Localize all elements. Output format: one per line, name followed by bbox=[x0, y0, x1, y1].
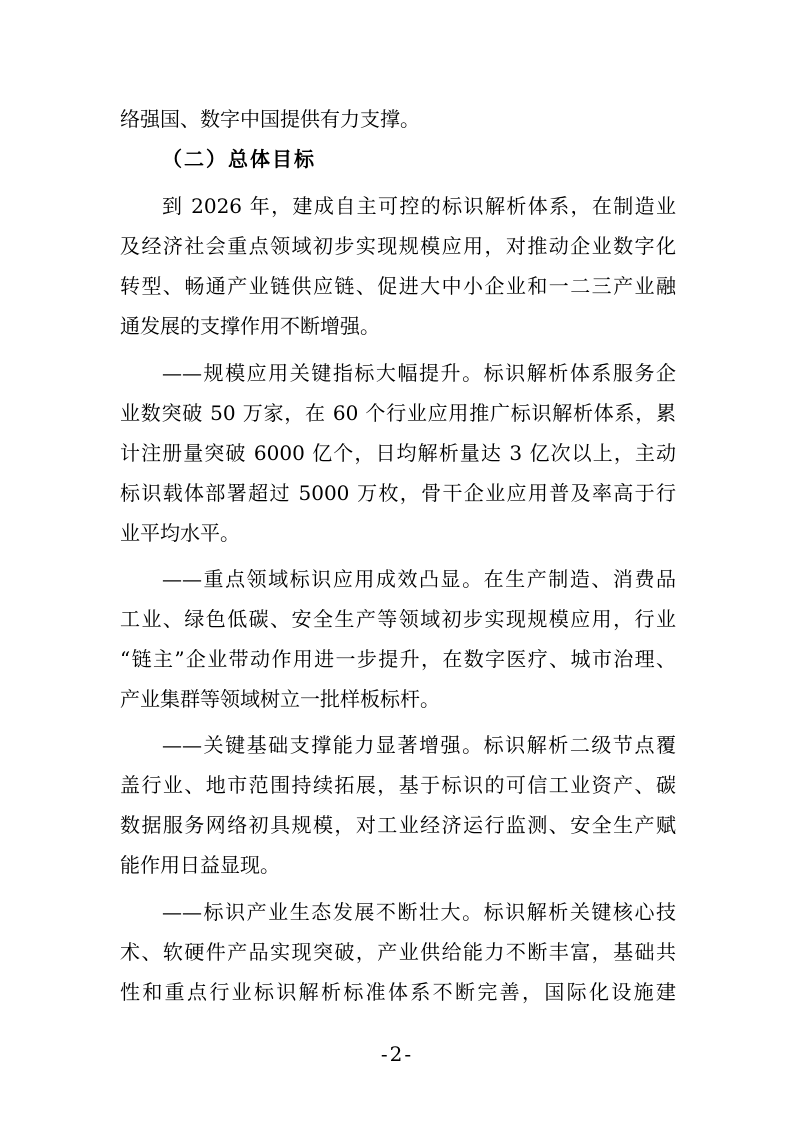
body-text-line: 标识载体部署超过 5000 万枚，骨干企业应用普及率高于行 bbox=[120, 481, 676, 505]
body-text-line: 络强国、数字中国提供有力支撑。 bbox=[120, 107, 420, 131]
body-text-line: 业数突破 50 万家，在 60 个行业应用推广标识解析体系，累 bbox=[120, 401, 676, 425]
body-text-line: 到 2026 年，建成自主可控的标识解析体系，在制造业 bbox=[162, 194, 676, 218]
body-text-line: ——重点领域标识应用成效凸显。在生产制造、消费品 bbox=[162, 567, 676, 591]
body-text-line: 性和重点行业标识解析标准体系不断完善，国际化设施建 bbox=[120, 980, 676, 1004]
body-text-line: 盖行业、地市范围持续拓展，基于标识的可信工业资产、碳 bbox=[120, 773, 676, 797]
body-text-line: 通发展的支撑作用不断增强。 bbox=[120, 314, 380, 338]
body-text-line: 及经济社会重点领域初步实现规模应用，对推动企业数字化 bbox=[120, 234, 676, 258]
body-text-line: ——规模应用关键指标大幅提升。标识解析体系服务企 bbox=[162, 361, 676, 385]
body-text-line: 工业、绿色低碳、安全生产等领域初步实现规模应用，行业 bbox=[120, 607, 676, 631]
section-heading: （二）总体目标 bbox=[162, 147, 316, 171]
body-text-line: 能作用日益显现。 bbox=[120, 853, 280, 877]
body-text-line: 转型、畅通产业链供应链、促进大中小企业和一二三产业融 bbox=[120, 274, 676, 298]
page-number: -2- bbox=[380, 1042, 414, 1066]
body-text-line: 术、软硬件产品实现突破，产业供给能力不断丰富，基础共 bbox=[120, 940, 676, 964]
body-text-line: 产业集群等领域树立一批样板标杆。 bbox=[120, 687, 440, 711]
body-text-line: ——标识产业生态发展不断壮大。标识解析关键核心技 bbox=[162, 900, 676, 924]
body-text-line: 计注册量突破 6000 亿个，日均解析量达 3 亿次以上，主动 bbox=[120, 441, 676, 465]
body-text-line: ——关键基础支撑能力显著增强。标识解析二级节点覆 bbox=[162, 733, 676, 757]
body-text-line: “链主”企业带动作用进一步提升，在数字医疗、城市治理、 bbox=[120, 647, 676, 671]
body-text-line: 业平均水平。 bbox=[120, 521, 240, 545]
body-text-line: 数据服务网络初具规模，对工业经济运行监测、安全生产赋 bbox=[120, 813, 676, 837]
